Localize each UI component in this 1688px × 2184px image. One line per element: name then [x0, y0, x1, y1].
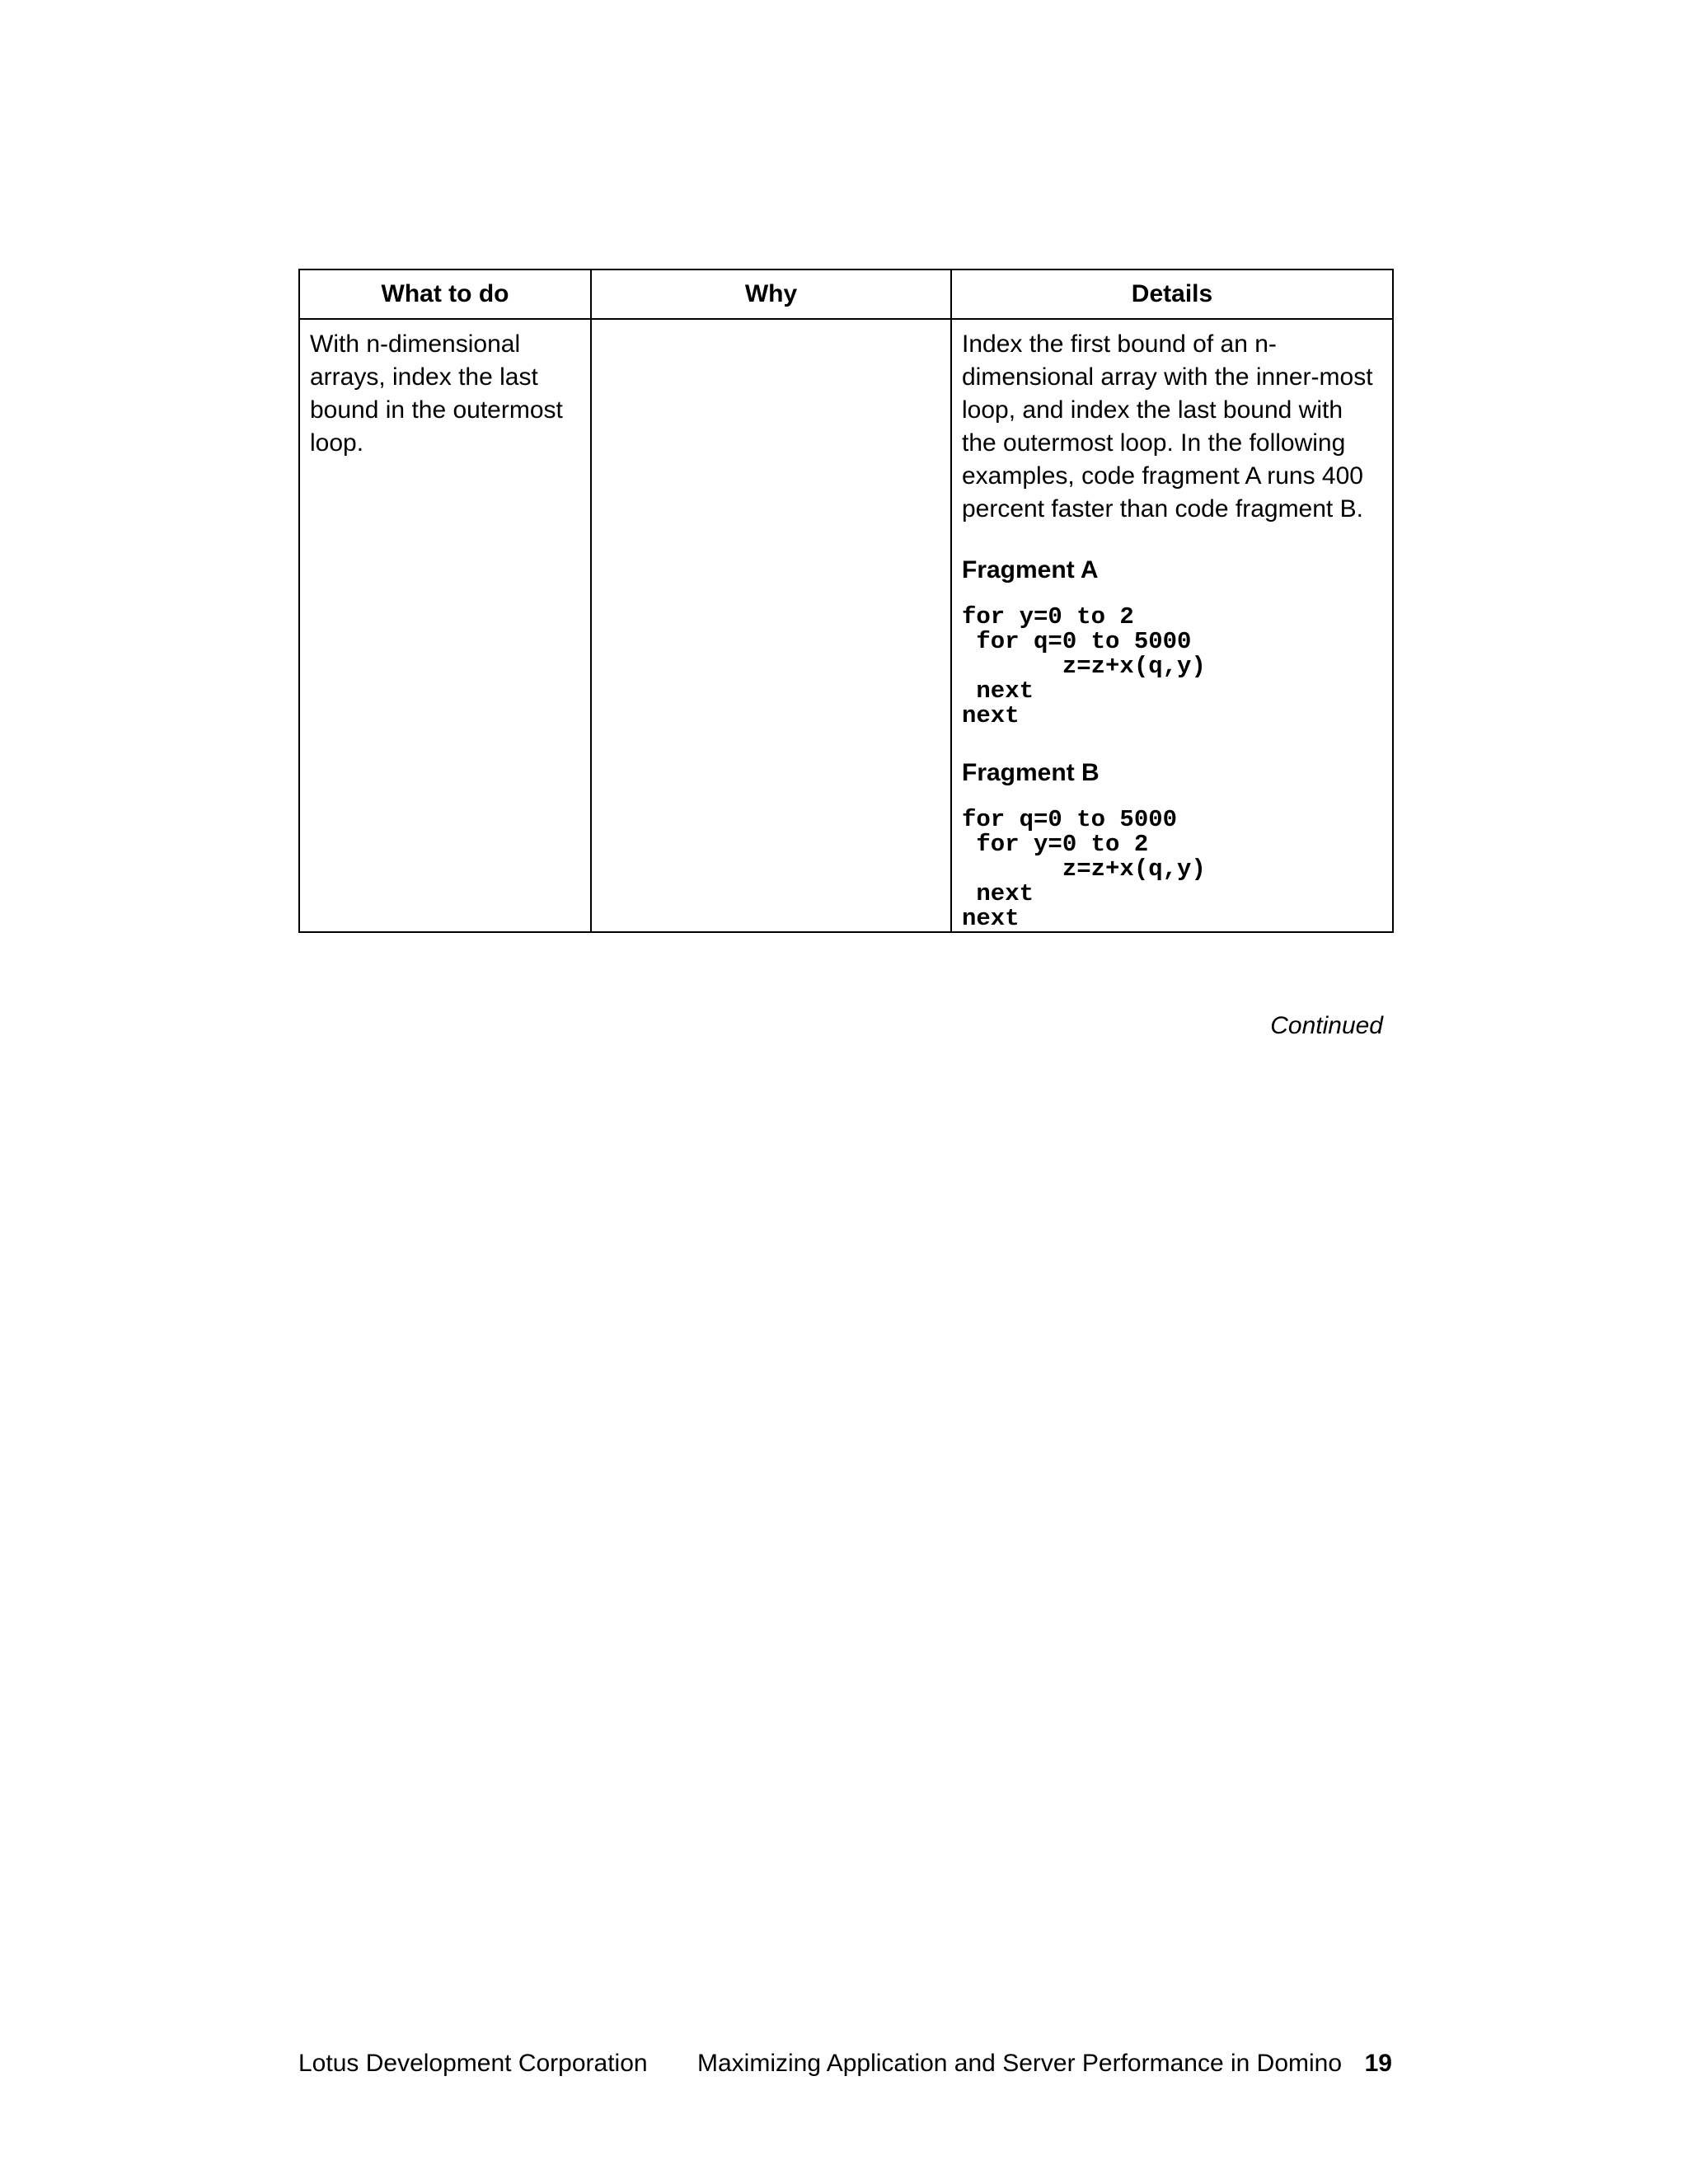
cell-details [951, 319, 1393, 932]
fragment-a-heading: Fragment A [962, 556, 1099, 583]
header-details: Details [951, 269, 1393, 319]
footer-page-number: 19 [1364, 2050, 1392, 2077]
cell-what-to-do: With n-dimensional arrays, index the last bound in the outermost loop. [299, 319, 591, 932]
details-intro-text: Index the first bound of an n-dimensional array with the inner-most loop, and index the last bound with the outermost loop. In the following examples, code fragment A runs 400 percent faster than code fragment B. [962, 330, 1373, 523]
header-what-to-do: What to do [299, 269, 591, 319]
footer-document-title: Maximizing Application and Server Performance in Domino [697, 2050, 1343, 2077]
fragment-b-code: for q=0 to 5000 for y=0 to 2 z=z+x(q,y) next next [962, 806, 1206, 932]
footer-company: Lotus Development Corporation [298, 2050, 648, 2077]
continued-label: Continued [1270, 1012, 1383, 1039]
fragment-a-code: for y=0 to 2 for q=0 to 5000 z=z+x(q,y) next next [962, 603, 1206, 729]
table-header-row [299, 269, 1393, 319]
table-row [299, 319, 1393, 932]
cell-why [591, 319, 951, 932]
performance-tips-table [298, 269, 1394, 933]
header-why: Why [591, 269, 951, 319]
fragment-b-heading: Fragment B [962, 759, 1100, 786]
